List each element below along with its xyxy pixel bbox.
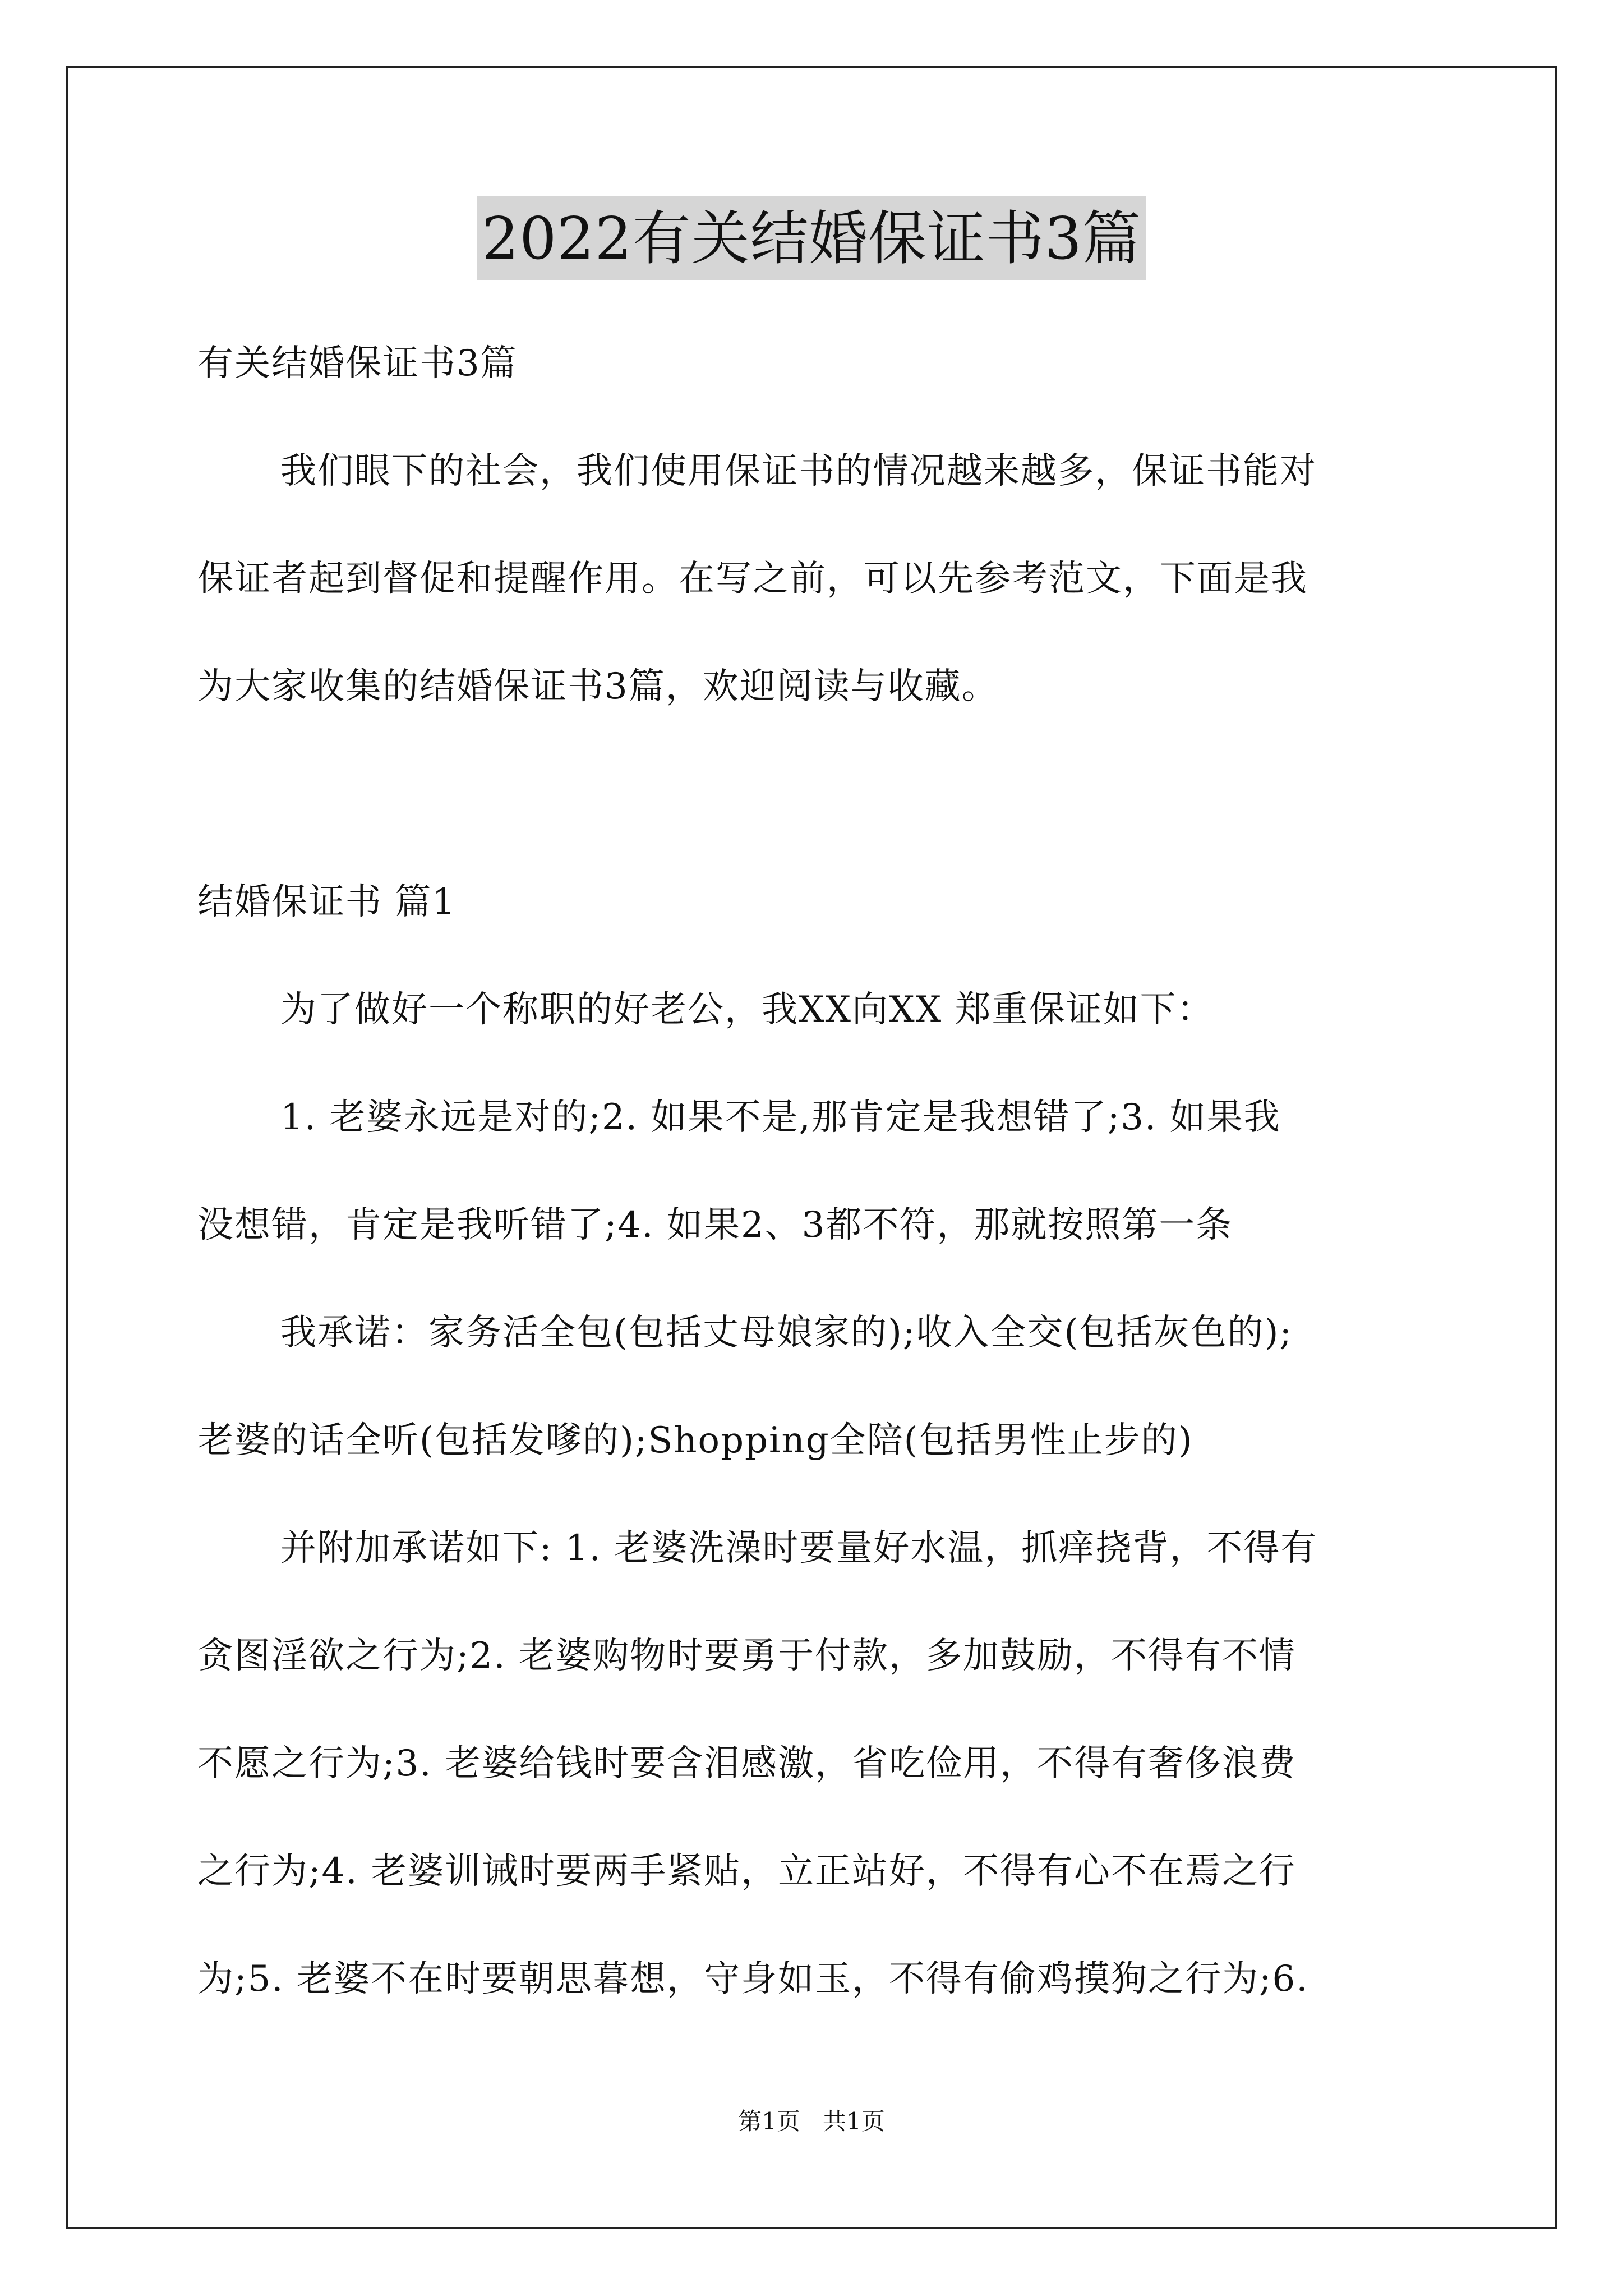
body-paragraph-line: 并附加承诺如下: 1. 老婆洗澡时要量好水温，抓痒挠背，不得有 <box>280 1527 1318 1569</box>
body-paragraph-line: 1. 老婆永远是对的;2. 如果不是,那肯定是我想错了;3. 如果我 <box>280 1097 1281 1138</box>
body-paragraph-line: 老婆的话全听(包括发嗲的);Shopping全陪(包括男性止步的) <box>197 1420 1193 1461</box>
body-paragraph-line: 我承诺：家务活全包(包括丈母娘家的);收入全交(包括灰色的); <box>280 1312 1293 1354</box>
subtitle-line: 有关结婚保证书3篇 <box>197 343 518 384</box>
body-paragraph-line: 为了做好一个称职的好老公，我XX向XX 郑重保证如下： <box>280 989 1214 1030</box>
intro-paragraph-line: 为大家收集的结婚保证书3篇，欢迎阅读与收藏。 <box>197 666 999 707</box>
blank-line <box>197 740 1431 848</box>
document-body <box>197 310 1431 2033</box>
document-title: 2022有关结婚保证书3篇 <box>477 196 1146 280</box>
section-heading: 结婚保证书 篇1 <box>197 881 457 923</box>
intro-paragraph-line: 保证者起到督促和提醒作用。在写之前，可以先参考范文，下面是我 <box>197 558 1308 600</box>
body-paragraph-line: 没想错，肯定是我听错了;4. 如果2、3都不符，那就按照第一条 <box>197 1204 1233 1246</box>
intro-paragraph-line: 我们眼下的社会，我们使用保证书的情况越来越多，保证书能对 <box>280 450 1317 492</box>
body-paragraph-line: 不愿之行为;3. 老婆给钱时要含泪感激，省吃俭用，不得有奢侈浪费 <box>197 1743 1296 1784</box>
body-paragraph-line: 贪图淫欲之行为;2. 老婆购物时要勇于付款，多加鼓励，不得有不情 <box>197 1635 1296 1677</box>
title-container <box>0 196 1623 280</box>
body-paragraph-line: 为;5. 老婆不在时要朝思暮想，守身如玉，不得有偷鸡摸狗之行为;6. <box>197 1958 1309 2000</box>
body-paragraph-line: 之行为;4. 老婆训诫时要两手紧贴，立正站好，不得有心不在焉之行 <box>197 1851 1296 1892</box>
page-footer: 第1页 共1页 <box>738 2108 885 2135</box>
